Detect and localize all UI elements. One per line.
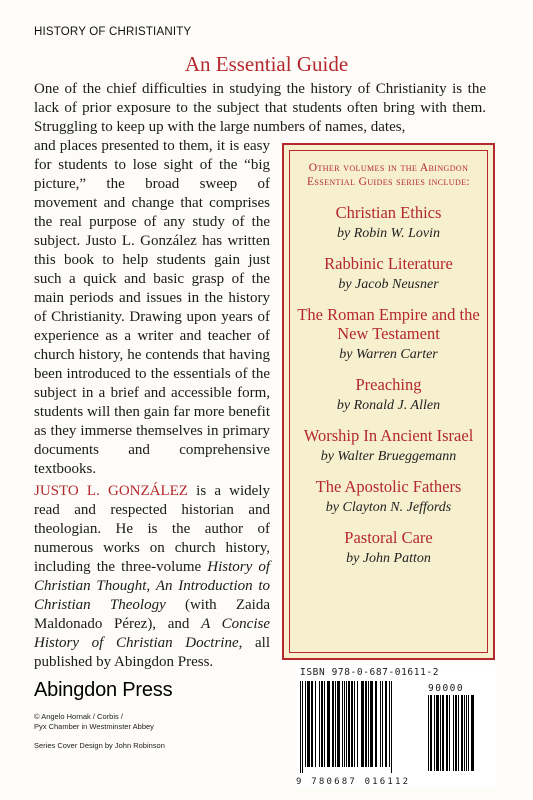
volume-entry: [290, 203, 487, 243]
price-code-text: 90000: [428, 683, 465, 694]
photo-credit-line: Pyx Chamber in Westminster Abbey: [34, 722, 154, 731]
bio-text: (with Zaida Maldonado Pérez), and: [34, 597, 270, 632]
volume-entry: [290, 528, 487, 568]
volume-author: by Ronald J. Allen: [336, 398, 441, 413]
volume-title: Preaching: [355, 375, 422, 394]
isbn-text: ISBN 978-0-687-01611-2: [300, 667, 440, 678]
volume-author: by John Patton: [346, 551, 431, 566]
volume-entry: [290, 375, 487, 415]
volume-entry: [290, 305, 487, 364]
volume-author: by Warren Carter: [339, 347, 438, 362]
photo-credits: [34, 712, 154, 732]
bio-text: is a widely read and respected historian and theologian. He is the author of numerous works on church history, including the three-volume: [34, 483, 270, 575]
bio-text: , all published by Abingdon Press.: [34, 635, 270, 670]
volume-author: by Robin W. Lovin: [337, 226, 440, 241]
volume-title: Worship In Ancient Israel: [303, 426, 474, 445]
intro-paragraph-continued: and places presented to them, it is easy for students to lose sight of the “big picture,” the broad sweep of movement and change that comprises the real purpose of any study of the subject. Justo L. González has written this book to help students gain just such a quick and basic grasp of the main periods and issues in the history of Christianity. Drawing upon years of experience as a writer and teacher of church history, he contends that having been introduced to the essentials of the subject in a brief and accessible form, students will then gain far more benefit as they immerse themselves in primary documents and comprehensive textbooks.: [34, 138, 270, 477]
bio-book-title: History of Christian Thought: [34, 559, 270, 594]
volume-entry: [290, 426, 487, 466]
photo-credit-line: © Angelo Hornak / Corbis /: [34, 712, 123, 721]
volume-title: Pastoral Care: [344, 528, 433, 547]
guide-title: An Essential Guide: [184, 52, 349, 76]
volume-author: by Clayton N. Jeffords: [325, 500, 452, 515]
cover-design-credit: Series Cover Design by John Robinson: [34, 741, 165, 750]
volume-title: The Apostolic Fathers: [315, 477, 462, 496]
ean-digits: 9 780687 016112: [296, 777, 411, 787]
category-label: HISTORY OF CHRISTIANITY: [34, 26, 192, 38]
other-volumes-sidebar: [282, 143, 495, 660]
volume-entry: [290, 477, 487, 517]
volume-author: by Jacob Neusner: [338, 277, 439, 292]
volume-title: The Roman Empire and the New Testament: [297, 305, 480, 343]
volume-title: Christian Ethics: [335, 203, 442, 222]
bio-separator: ,: [146, 578, 156, 594]
author-bio: [34, 482, 270, 672]
volume-list: [290, 203, 487, 568]
volume-title: Rabbinic Literature: [324, 254, 453, 273]
volume-author: by Walter Brueggemann: [320, 449, 457, 464]
intro-paragraph-top: One of the chief difficulties in studying the history of Christianity is the lack of prior exposure to the subject that students often bring with them. Struggling to keep up with the large numbers of names, dates,: [34, 81, 486, 135]
ean-barcode-icon: [300, 681, 422, 775]
bio-book-title: An Introduction to Christian Theology: [34, 578, 270, 613]
sidebar-inner-frame: [289, 150, 488, 653]
publisher-logo: Abingdon Press: [34, 679, 173, 701]
bio-book-title: A Concise History of Christian Doctrine: [34, 616, 270, 651]
author-name: JUSTO L. GONZÁLEZ: [34, 483, 188, 499]
sidebar-header: Other volumes in the Abingdon Essential Guides series include:: [306, 162, 471, 188]
price-addon-barcode-icon: [428, 695, 486, 773]
barcode-panel: [296, 665, 496, 787]
volume-entry: [290, 254, 487, 294]
